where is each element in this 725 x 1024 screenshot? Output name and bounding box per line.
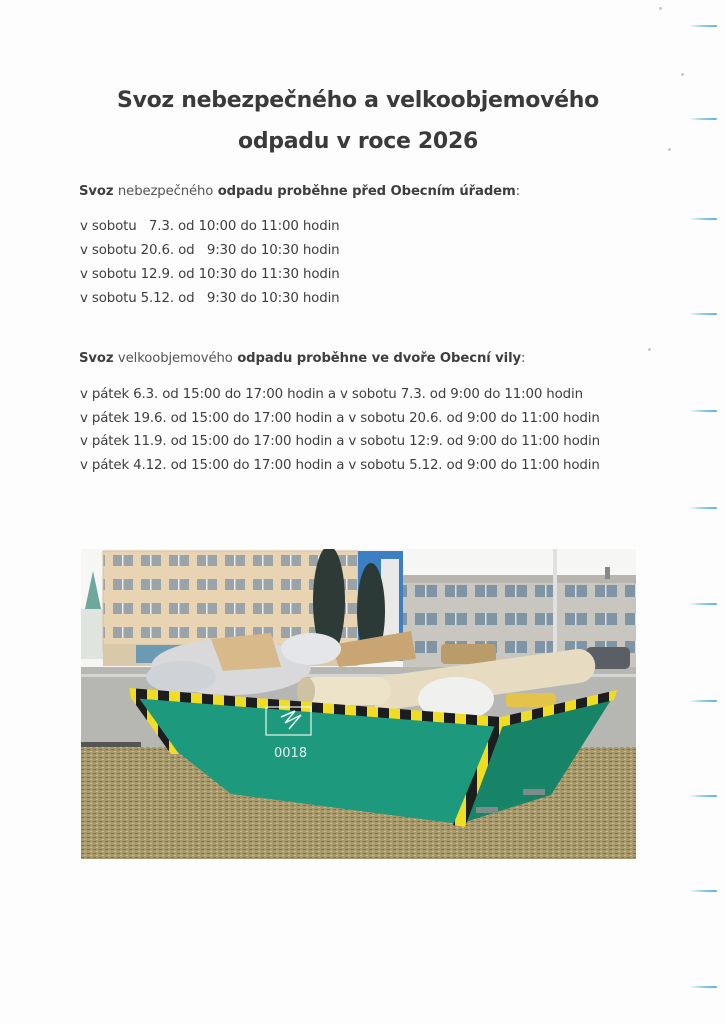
heading-prefix: Svoz	[79, 351, 118, 366]
heading-rest: odpadu proběhne ve dvoře Obecní vily	[232, 351, 521, 366]
binder-mark	[689, 795, 717, 797]
waste-container-photo	[81, 549, 636, 859]
hazardous-date-2: v sobotu 20.6. od 9:30 do 10:30 hodin	[80, 243, 340, 258]
container-number: 0018	[274, 746, 308, 761]
binder-mark	[689, 700, 717, 702]
scan-speck	[681, 73, 684, 76]
bulky-date-2: v pátek 19.6. od 15:00 do 17:00 hodin a v sobotu 20.6. od 9:00 do 11:00 hodin	[80, 411, 600, 426]
scan-speck	[648, 348, 651, 351]
heading-light-word: velkoobjemového	[117, 351, 233, 366]
binder-mark	[689, 890, 717, 892]
hazardous-date-1: v sobotu 7.3. od 10:00 do 11:00 hodin	[80, 219, 340, 234]
binder-mark	[689, 25, 717, 27]
bulky-date-4: v pátek 4.12. od 15:00 do 17:00 hodin a v sobotu 5.12. od 9:00 do 11:00 hodin	[80, 458, 600, 473]
scan-speck	[659, 7, 662, 10]
heading-rest: odpadu proběhne před Obecním úřadem	[213, 184, 516, 199]
heading-prefix: Svoz	[79, 184, 118, 199]
hazardous-waste-heading	[79, 184, 520, 199]
scan-speck	[668, 148, 671, 151]
binder-mark	[689, 118, 717, 120]
bulky-date-3: v pátek 11.9. od 15:00 do 17:00 hodin a v sobotu 12:9. od 9:00 do 11:00 hodin	[80, 434, 600, 449]
binder-mark	[689, 507, 717, 509]
binder-mark	[689, 986, 717, 988]
heading-colon: :	[520, 351, 526, 366]
binder-mark	[689, 313, 717, 315]
page-title-line-1: Svoz nebezpečného a velkoobjemového	[117, 88, 599, 113]
binder-mark	[689, 410, 717, 412]
heading-light-word: nebezpečného	[117, 184, 214, 199]
hazardous-date-4: v sobotu 5.12. od 9:30 do 10:30 hodin	[80, 291, 340, 306]
bulky-waste-heading	[79, 351, 525, 366]
heading-colon: :	[515, 184, 521, 199]
binder-mark	[689, 218, 717, 220]
binder-mark	[689, 603, 717, 605]
bulky-date-1: v pátek 6.3. od 15:00 do 17:00 hodin a v sobotu 7.3. od 9:00 do 11:00 hodin	[80, 387, 583, 402]
hazardous-date-3: v sobotu 12.9. od 10:30 do 11:30 hodin	[80, 267, 340, 282]
page-title-line-2: odpadu v roce 2026	[238, 129, 478, 154]
